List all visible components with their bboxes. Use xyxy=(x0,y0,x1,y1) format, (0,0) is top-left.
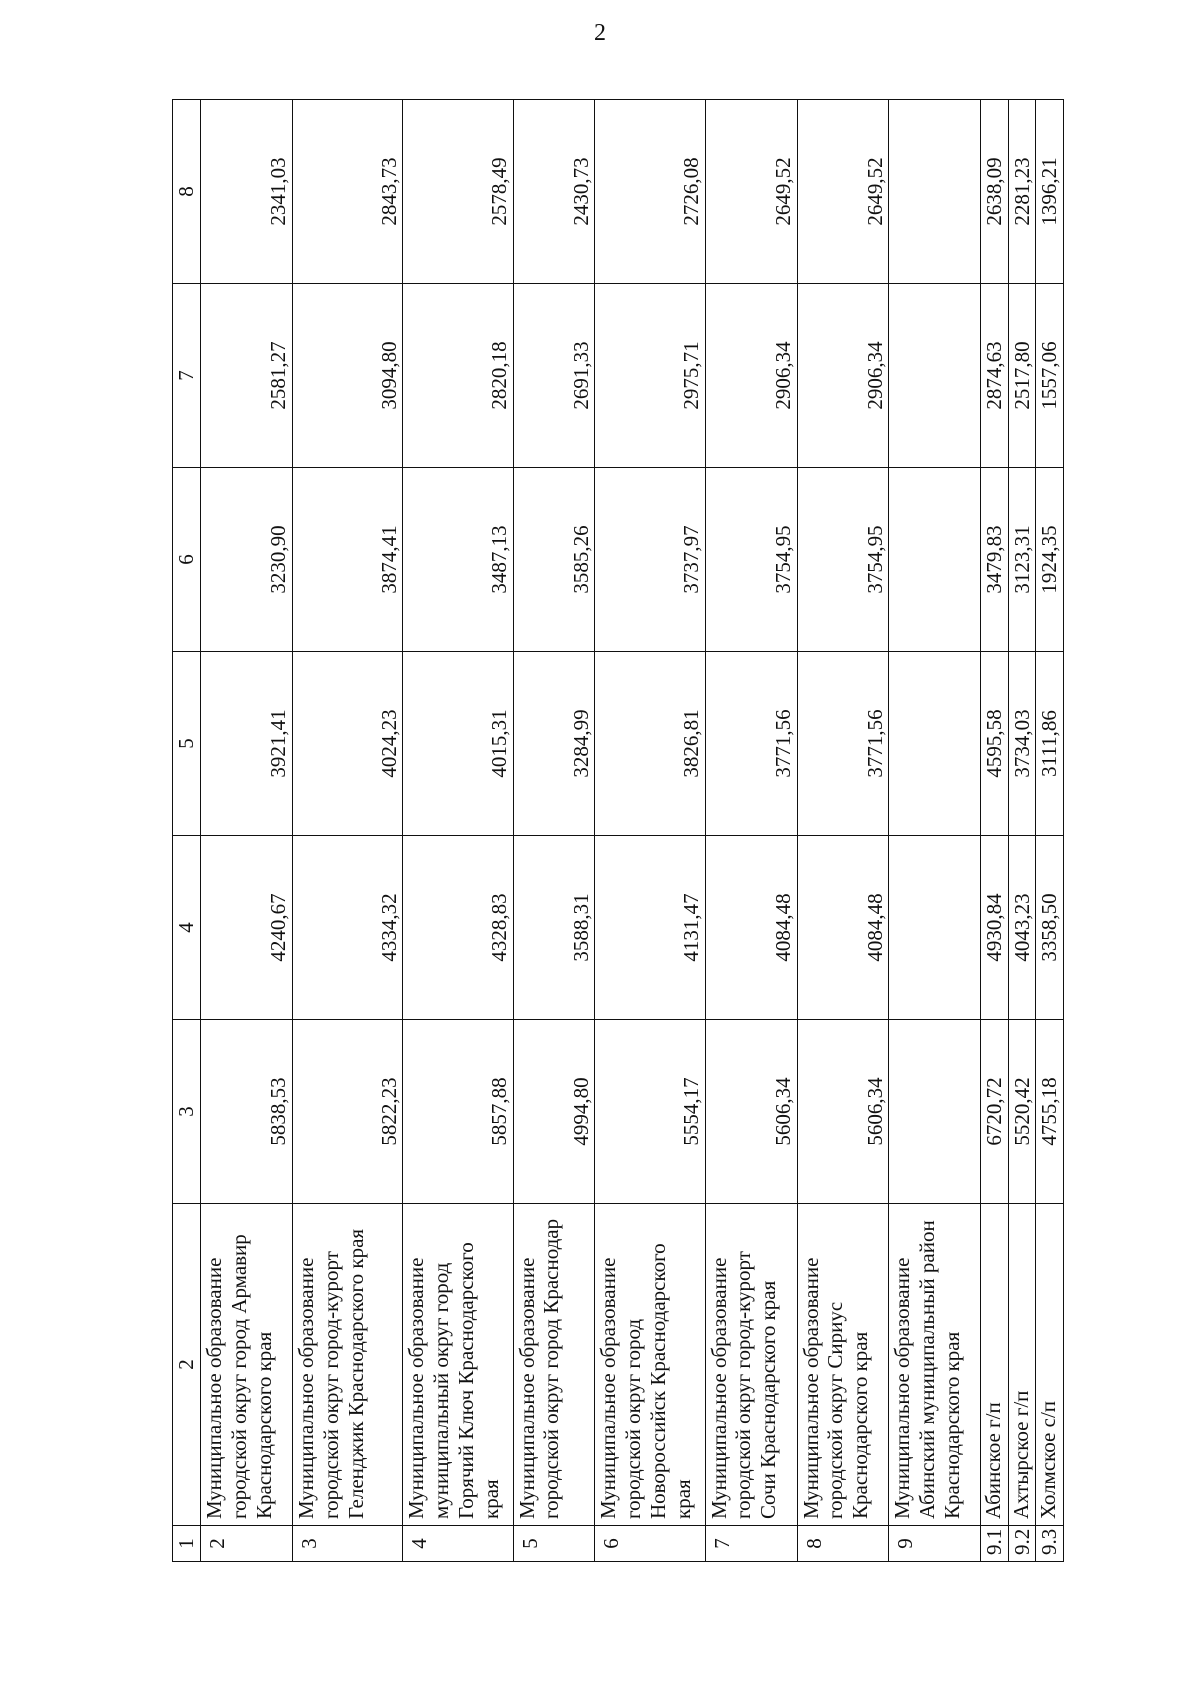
column-header: 7 xyxy=(173,284,201,468)
value-cell: 4595,58 xyxy=(981,652,1009,836)
value-cell: 3284,99 xyxy=(513,652,595,836)
value-cell: 4930,84 xyxy=(981,836,1009,1020)
tariff-table xyxy=(172,99,1064,1562)
municipality-name: Муниципальное образование городской округ город Армавир Краснодарского края xyxy=(201,1204,293,1526)
value-cell: 5606,34 xyxy=(705,1020,797,1204)
table-row xyxy=(201,100,293,1562)
value-cell: 5520,42 xyxy=(1008,1020,1036,1204)
value-cell: 2691,33 xyxy=(513,284,595,468)
table-row xyxy=(1036,100,1064,1562)
value-cell xyxy=(889,1020,981,1204)
municipality-name: Муниципальное образование городской округ Сириус Краснодарского края xyxy=(797,1204,889,1526)
value-cell: 3588,31 xyxy=(513,836,595,1020)
value-cell: 2874,63 xyxy=(981,284,1009,468)
table-row xyxy=(705,100,797,1562)
value-cell: 4024,23 xyxy=(293,652,403,836)
value-cell: 1924,35 xyxy=(1036,468,1064,652)
value-cell: 3230,90 xyxy=(201,468,293,652)
value-cell: 4328,83 xyxy=(403,836,513,1020)
municipality-name: Муниципальное образование городской округ город-курорт Геленджик Краснодарского края xyxy=(293,1204,403,1526)
row-index: 9.1 xyxy=(981,1526,1009,1562)
municipality-name: Муниципальное образование городской округ город Краснодар xyxy=(513,1204,595,1526)
row-index: 5 xyxy=(513,1526,595,1562)
table-row xyxy=(513,100,595,1562)
table-row xyxy=(293,100,403,1562)
value-cell: 3094,80 xyxy=(293,284,403,468)
value-cell: 2843,73 xyxy=(293,100,403,284)
value-cell: 6720,72 xyxy=(981,1020,1009,1204)
municipality-name: Муниципальное образование Абинский муниципальный район Краснодарского края xyxy=(889,1204,981,1526)
settlement-name: Ахтырское г/п xyxy=(1008,1204,1036,1526)
table-row xyxy=(797,100,889,1562)
value-cell xyxy=(889,100,981,284)
value-cell: 4084,48 xyxy=(797,836,889,1020)
row-index: 6 xyxy=(595,1526,705,1562)
value-cell: 3479,83 xyxy=(981,468,1009,652)
value-cell: 4084,48 xyxy=(705,836,797,1020)
row-index: 7 xyxy=(705,1526,797,1562)
value-cell: 4994,80 xyxy=(513,1020,595,1204)
municipality-name: Муниципальное образование городской округ город-курорт Сочи Краснодарского края xyxy=(705,1204,797,1526)
value-cell: 5838,53 xyxy=(201,1020,293,1204)
value-cell: 5554,17 xyxy=(595,1020,705,1204)
value-cell: 3771,56 xyxy=(797,652,889,836)
value-cell: 2726,08 xyxy=(595,100,705,284)
value-cell xyxy=(889,836,981,1020)
page-number: 2 xyxy=(594,20,606,46)
column-header: 2 xyxy=(173,1204,201,1526)
value-cell: 1396,21 xyxy=(1036,100,1064,284)
column-header: 4 xyxy=(173,836,201,1020)
value-cell: 3874,41 xyxy=(293,468,403,652)
value-cell: 5822,23 xyxy=(293,1020,403,1204)
value-cell: 2649,52 xyxy=(797,100,889,284)
value-cell: 5857,88 xyxy=(403,1020,513,1204)
table-row xyxy=(595,100,705,1562)
value-cell: 3487,13 xyxy=(403,468,513,652)
value-cell xyxy=(889,652,981,836)
value-cell: 3771,56 xyxy=(705,652,797,836)
value-cell: 2430,73 xyxy=(513,100,595,284)
value-cell: 3123,31 xyxy=(1008,468,1036,652)
value-cell: 2517,80 xyxy=(1008,284,1036,468)
value-cell: 4131,47 xyxy=(595,836,705,1020)
column-header: 3 xyxy=(173,1020,201,1204)
header-row xyxy=(173,100,201,1562)
row-index: 4 xyxy=(403,1526,513,1562)
column-header: 1 xyxy=(173,1526,201,1562)
settlement-name: Абинское г/п xyxy=(981,1204,1009,1526)
value-cell: 1557,06 xyxy=(1036,284,1064,468)
table-row xyxy=(981,100,1009,1562)
table-row xyxy=(889,100,981,1562)
value-cell: 4043,23 xyxy=(1008,836,1036,1020)
value-cell: 4240,67 xyxy=(201,836,293,1020)
value-cell xyxy=(889,284,981,468)
row-index: 2 xyxy=(201,1526,293,1562)
value-cell: 2820,18 xyxy=(403,284,513,468)
row-index: 3 xyxy=(293,1526,403,1562)
value-cell: 3734,03 xyxy=(1008,652,1036,836)
value-cell: 2906,34 xyxy=(705,284,797,468)
value-cell: 4755,18 xyxy=(1036,1020,1064,1204)
row-index: 9 xyxy=(889,1526,981,1562)
value-cell: 3737,97 xyxy=(595,468,705,652)
row-index: 9.3 xyxy=(1036,1526,1064,1562)
column-header: 5 xyxy=(173,652,201,836)
value-cell xyxy=(889,468,981,652)
value-cell: 3754,95 xyxy=(705,468,797,652)
value-cell: 2649,52 xyxy=(705,100,797,284)
value-cell: 3111,86 xyxy=(1036,652,1064,836)
value-cell: 2906,34 xyxy=(797,284,889,468)
column-header: 6 xyxy=(173,468,201,652)
row-index: 9.2 xyxy=(1008,1526,1036,1562)
value-cell: 3921,41 xyxy=(201,652,293,836)
rotated-table-container xyxy=(172,100,1064,1562)
municipality-name: Муниципальное образование муниципальный округ город Горячий Ключ Краснодарского края xyxy=(403,1204,513,1526)
value-cell: 3826,81 xyxy=(595,652,705,836)
value-cell: 2975,71 xyxy=(595,284,705,468)
value-cell: 3754,95 xyxy=(797,468,889,652)
value-cell: 2578,49 xyxy=(403,100,513,284)
value-cell: 2341,03 xyxy=(201,100,293,284)
value-cell: 5606,34 xyxy=(797,1020,889,1204)
value-cell: 2638,09 xyxy=(981,100,1009,284)
value-cell: 4015,31 xyxy=(403,652,513,836)
value-cell: 2281,23 xyxy=(1008,100,1036,284)
table-row xyxy=(1008,100,1036,1562)
value-cell: 4334,32 xyxy=(293,836,403,1020)
column-header: 8 xyxy=(173,100,201,284)
row-index: 8 xyxy=(797,1526,889,1562)
table-row xyxy=(403,100,513,1562)
value-cell: 3585,26 xyxy=(513,468,595,652)
municipality-name: Муниципальное образование городской округ город Новороссийск Краснодарского края xyxy=(595,1204,705,1526)
settlement-name: Холмское с/п xyxy=(1036,1204,1064,1526)
value-cell: 3358,50 xyxy=(1036,836,1064,1020)
value-cell: 2581,27 xyxy=(201,284,293,468)
